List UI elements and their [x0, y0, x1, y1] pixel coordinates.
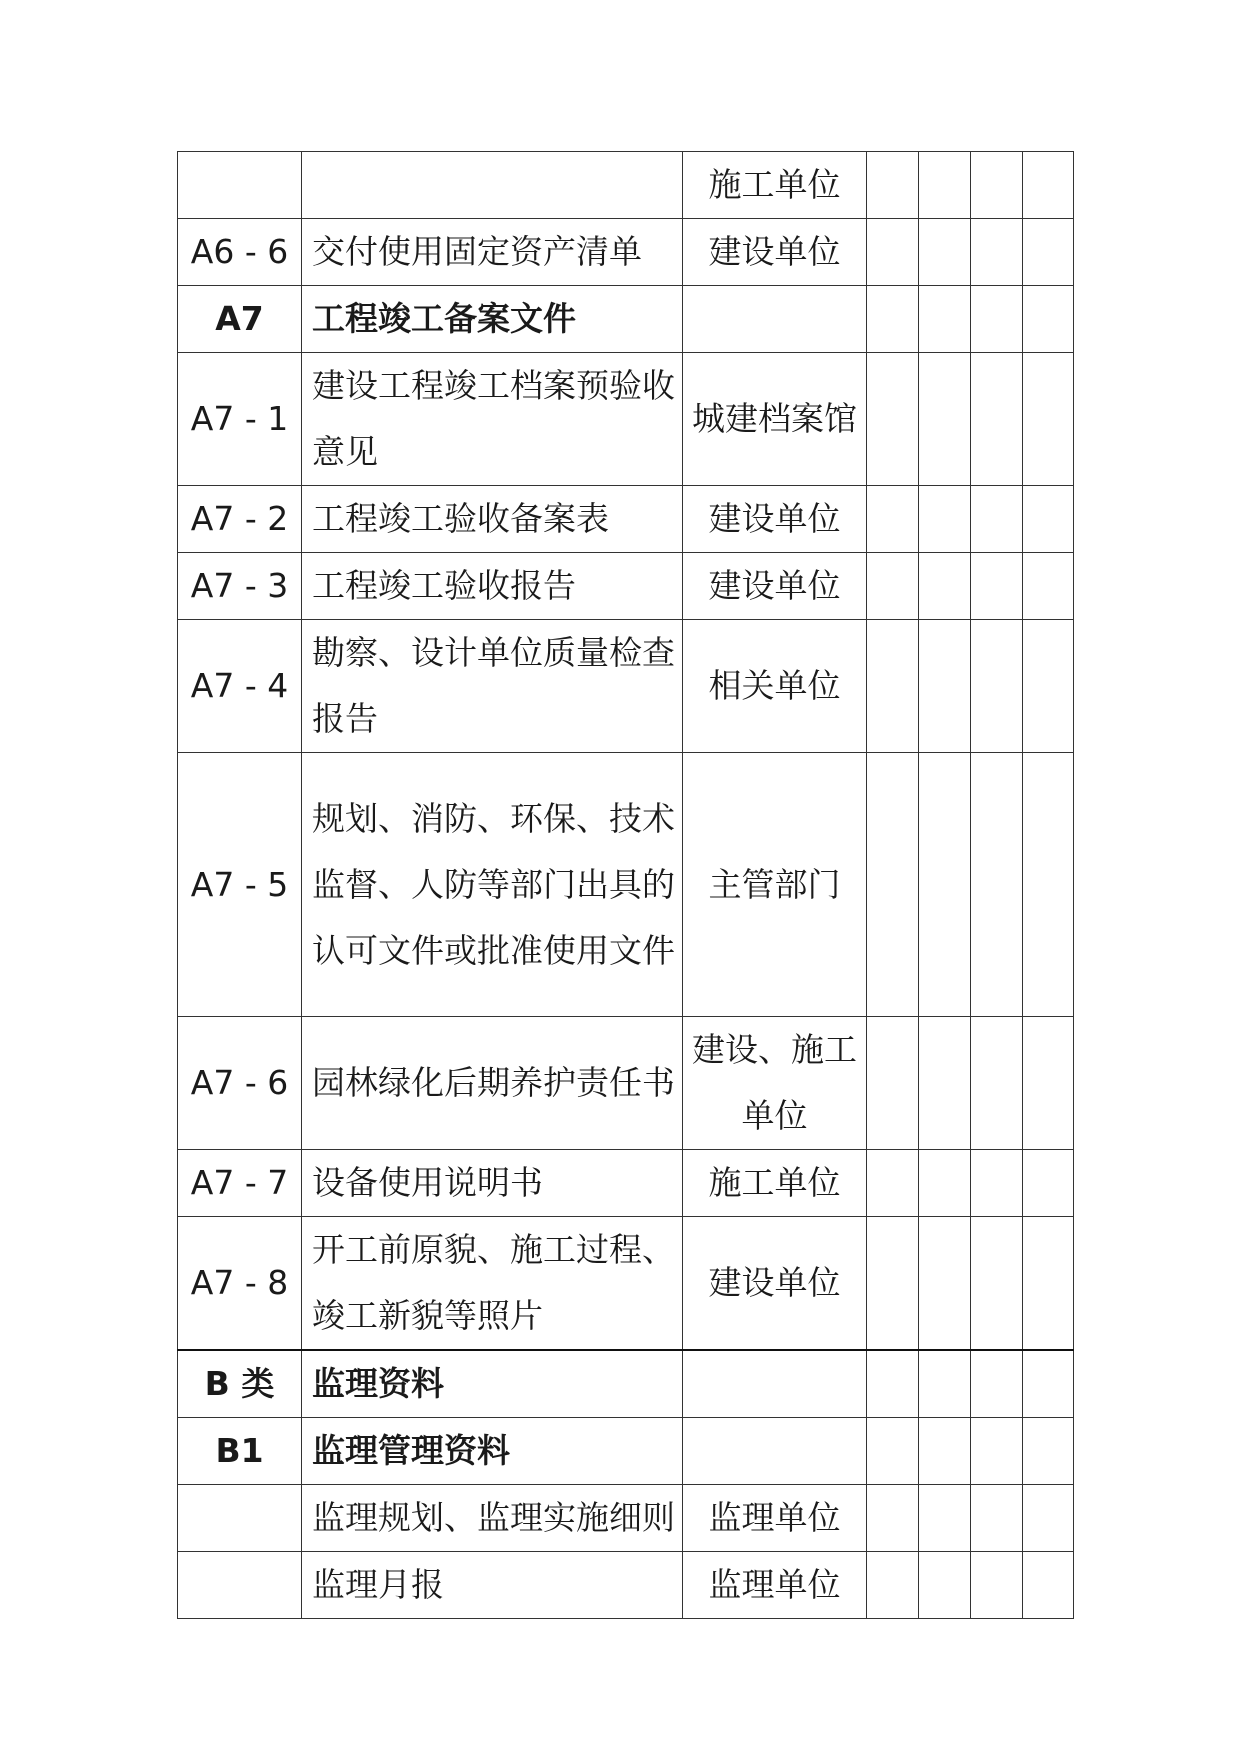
- item-name: 设备使用说明书: [302, 1150, 683, 1217]
- empty-cell: [919, 1150, 971, 1217]
- table-row: [178, 353, 1074, 486]
- empty-cell: [919, 1017, 971, 1150]
- empty-cell: [1023, 553, 1074, 620]
- empty-cell: [1023, 1217, 1074, 1351]
- empty-cell: [971, 286, 1023, 353]
- empty-cell: [1023, 1150, 1074, 1217]
- responsible-unit: 施工单位: [683, 1150, 867, 1217]
- section-row: [178, 286, 1074, 353]
- archive-list-table: [177, 151, 1074, 1619]
- empty-cell: [919, 753, 971, 1017]
- item-code: A7 - 3: [178, 553, 302, 620]
- item-code: A7 - 4: [178, 620, 302, 753]
- empty-cell: [867, 753, 919, 1017]
- item-name: 监理月报: [302, 1552, 683, 1619]
- empty-cell: [867, 1017, 919, 1150]
- empty-cell: [1023, 486, 1074, 553]
- empty-cell: [867, 152, 919, 219]
- empty-cell: [971, 1350, 1023, 1418]
- section-code: B1: [178, 1418, 302, 1485]
- empty-cell: [867, 219, 919, 286]
- table-row: [178, 1552, 1074, 1619]
- empty-cell: [1023, 1418, 1074, 1485]
- responsible-unit: 监理单位: [683, 1485, 867, 1552]
- empty-cell: [867, 1350, 919, 1418]
- empty-cell: [971, 1150, 1023, 1217]
- table-row: [178, 620, 1074, 753]
- empty-cell: [919, 1217, 971, 1351]
- empty-cell: [1023, 753, 1074, 1017]
- responsible-unit: [683, 286, 867, 353]
- empty-cell: [971, 753, 1023, 1017]
- item-name: 工程竣工验收报告: [302, 553, 683, 620]
- table-row: [178, 1485, 1074, 1552]
- item-code: [178, 152, 302, 219]
- responsible-unit: 建设单位: [683, 486, 867, 553]
- empty-cell: [919, 353, 971, 486]
- responsible-unit: 建设单位: [683, 1217, 867, 1351]
- empty-cell: [971, 1217, 1023, 1351]
- item-code: [178, 1485, 302, 1552]
- empty-cell: [919, 553, 971, 620]
- section-row: [178, 1350, 1074, 1418]
- responsible-unit: 施工单位: [683, 152, 867, 219]
- empty-cell: [919, 620, 971, 753]
- empty-cell: [1023, 620, 1074, 753]
- empty-cell: [971, 353, 1023, 486]
- empty-cell: [1023, 1552, 1074, 1619]
- empty-cell: [1023, 219, 1074, 286]
- empty-cell: [919, 286, 971, 353]
- empty-cell: [867, 286, 919, 353]
- section-title: 工程竣工备案文件: [302, 286, 683, 353]
- item-name: 建设工程竣工档案预验收意见: [302, 353, 683, 486]
- responsible-unit: 主管部门: [683, 753, 867, 1017]
- item-name: 园林绿化后期养护责任书: [302, 1017, 683, 1150]
- empty-cell: [971, 620, 1023, 753]
- table-row: [178, 1150, 1074, 1217]
- empty-cell: [919, 1350, 971, 1418]
- empty-cell: [867, 553, 919, 620]
- empty-cell: [971, 1418, 1023, 1485]
- item-code: A7 - 5: [178, 753, 302, 1017]
- empty-cell: [1023, 286, 1074, 353]
- empty-cell: [971, 1017, 1023, 1150]
- empty-cell: [919, 1552, 971, 1619]
- item-code: A7 - 1: [178, 353, 302, 486]
- section-title: 监理资料: [302, 1350, 683, 1418]
- empty-cell: [971, 1552, 1023, 1619]
- table-row: [178, 1017, 1074, 1150]
- empty-cell: [1023, 1350, 1074, 1418]
- item-name: 交付使用固定资产清单: [302, 219, 683, 286]
- item-name: 监理规划、监理实施细则: [302, 1485, 683, 1552]
- section-title: 监理管理资料: [302, 1418, 683, 1485]
- empty-cell: [971, 486, 1023, 553]
- responsible-unit: [683, 1350, 867, 1418]
- item-name: [302, 152, 683, 219]
- empty-cell: [919, 1418, 971, 1485]
- empty-cell: [867, 1150, 919, 1217]
- item-code: A6 - 6: [178, 219, 302, 286]
- empty-cell: [919, 152, 971, 219]
- table-row: [178, 1217, 1074, 1351]
- empty-cell: [971, 152, 1023, 219]
- responsible-unit: 建设、施工单位: [683, 1017, 867, 1150]
- empty-cell: [1023, 353, 1074, 486]
- empty-cell: [1023, 1485, 1074, 1552]
- responsible-unit: 建设单位: [683, 219, 867, 286]
- empty-cell: [867, 1485, 919, 1552]
- item-code: A7 - 2: [178, 486, 302, 553]
- empty-cell: [867, 620, 919, 753]
- empty-cell: [1023, 1017, 1074, 1150]
- table-row: [178, 753, 1074, 1017]
- empty-cell: [867, 353, 919, 486]
- empty-cell: [867, 1552, 919, 1619]
- item-code: A7 - 7: [178, 1150, 302, 1217]
- empty-cell: [971, 553, 1023, 620]
- item-code: [178, 1552, 302, 1619]
- section-code: A7: [178, 286, 302, 353]
- empty-cell: [919, 486, 971, 553]
- responsible-unit: 监理单位: [683, 1552, 867, 1619]
- section-code: B 类: [178, 1350, 302, 1418]
- responsible-unit: 城建档案馆: [683, 353, 867, 486]
- empty-cell: [919, 1485, 971, 1552]
- empty-cell: [867, 1217, 919, 1351]
- responsible-unit: [683, 1418, 867, 1485]
- item-name: 勘察、设计单位质量检查报告: [302, 620, 683, 753]
- table-row: [178, 553, 1074, 620]
- item-name: 工程竣工验收备案表: [302, 486, 683, 553]
- section-row: [178, 1418, 1074, 1485]
- table-row: [178, 486, 1074, 553]
- table-row: [178, 152, 1074, 219]
- empty-cell: [1023, 152, 1074, 219]
- table-row: [178, 219, 1074, 286]
- empty-cell: [867, 486, 919, 553]
- item-code: A7 - 6: [178, 1017, 302, 1150]
- responsible-unit: 建设单位: [683, 553, 867, 620]
- empty-cell: [919, 219, 971, 286]
- empty-cell: [971, 1485, 1023, 1552]
- item-name: 开工前原貌、施工过程、竣工新貌等照片: [302, 1217, 683, 1351]
- item-code: A7 - 8: [178, 1217, 302, 1351]
- item-name: 规划、消防、环保、技术监督、人防等部门出具的认可文件或批准使用文件: [302, 753, 683, 1017]
- empty-cell: [971, 219, 1023, 286]
- responsible-unit: 相关单位: [683, 620, 867, 753]
- empty-cell: [867, 1418, 919, 1485]
